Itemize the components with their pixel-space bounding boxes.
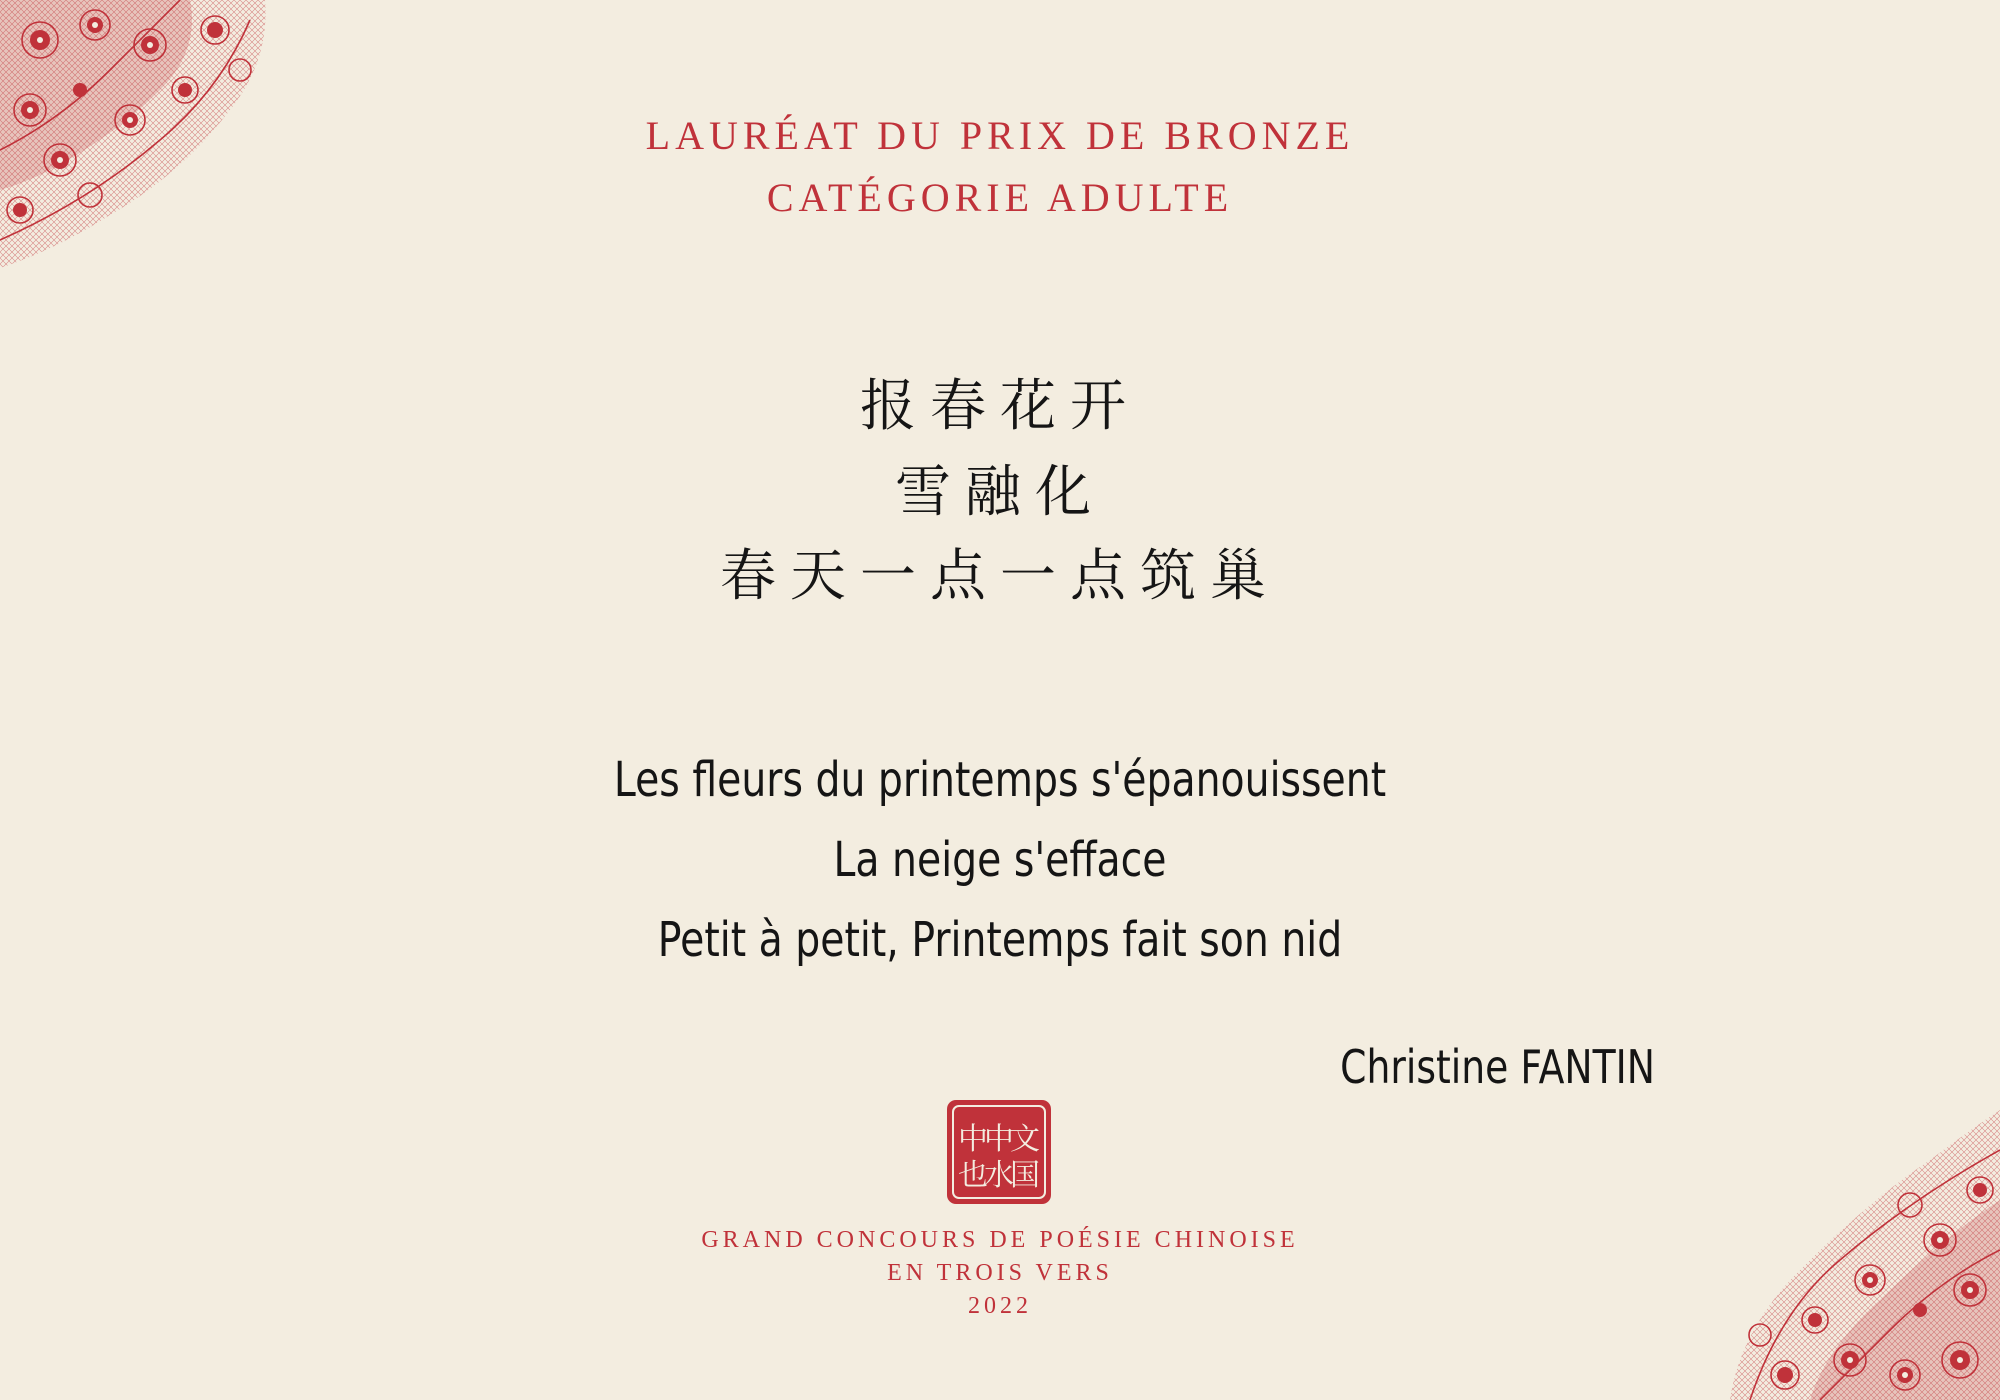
contest-year: 2022: [968, 1293, 1032, 1319]
seal-char: 也: [958, 1158, 988, 1193]
seal-char: 国: [1010, 1158, 1040, 1193]
seal-char: 文: [1010, 1122, 1040, 1157]
author-name: Christine FANTIN: [1340, 1040, 1655, 1094]
seal-char: 中: [958, 1122, 988, 1157]
award-category: CATÉGORIE ADULTE: [766, 175, 1234, 220]
floral-corner-bottom-right-icon: [1730, 1110, 2000, 1400]
contest-name: GRAND CONCOURS DE POÉSIE CHINOISE: [701, 1227, 1299, 1253]
seal-char: 中: [984, 1122, 1014, 1157]
seal-char: 水: [984, 1158, 1014, 1193]
chinese-poem-line-1: 报春花开: [860, 374, 1140, 439]
chinese-poem-line-2: 雪融化: [895, 460, 1105, 525]
contest-subtitle: EN TROIS VERS: [887, 1260, 1113, 1286]
french-poem-line-3: Petit à petit, Printemps fait son nid: [657, 912, 1343, 968]
red-seal-logo-icon: [946, 1099, 1052, 1205]
french-poem-line-1: Les fleurs du printemps s'épanouissent: [613, 752, 1387, 808]
chinese-poem-line-3: 春天一点一点筑巢: [720, 544, 1280, 609]
french-poem-line-2: La neige s'efface: [833, 832, 1167, 888]
award-title: LAURÉAT DU PRIX DE BRONZE: [645, 113, 1355, 158]
